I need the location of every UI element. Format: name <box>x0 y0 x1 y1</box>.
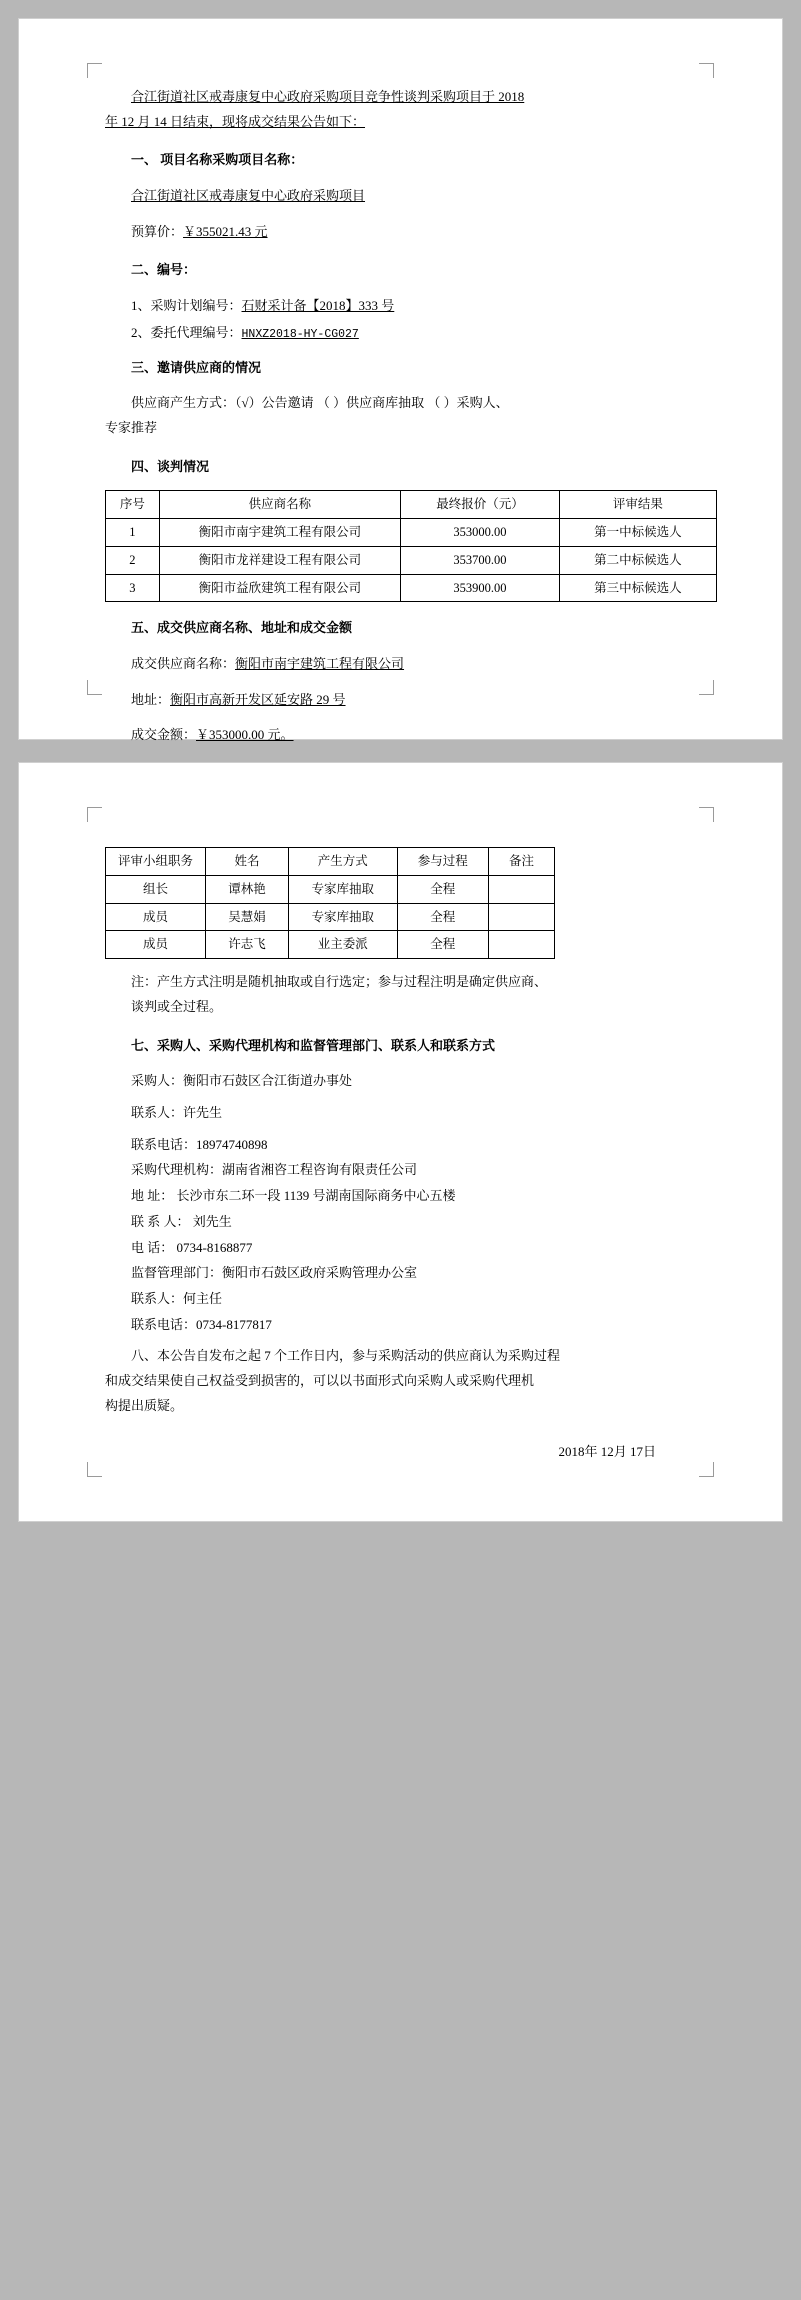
crop-mark-top-right <box>699 63 714 78</box>
table-header-cell: 参与过程 <box>397 848 489 876</box>
agent-label: 采购代理机构： <box>131 1162 223 1178</box>
table-cell <box>489 875 555 903</box>
table-cell: 353700.00 <box>401 546 560 574</box>
table-cell: 成员 <box>106 903 206 931</box>
intro-line-2: 年 12 月 14 日结束，现将成交结果公告如下： <box>105 113 366 129</box>
table-header-cell: 评审结果 <box>559 491 716 519</box>
table-note-line-2: 谈判或全过程。 <box>131 999 223 1015</box>
section-7-heading: 七、采购人、采购代理机构和监督管理部门、联系人和联系方式 <box>131 1037 496 1053</box>
table-row <box>106 546 717 574</box>
table-cell: 许志飞 <box>206 931 289 959</box>
table-cell: 全程 <box>397 903 489 931</box>
table-cell: 第一中标候选人 <box>559 519 716 547</box>
table-cell: 吴慧娟 <box>206 903 289 931</box>
winner-address-line <box>105 688 696 713</box>
table-cell: 3 <box>106 574 160 602</box>
crop-mark-bottom-right <box>699 1462 714 1477</box>
agent-value: 湖南省湘咨工程咨询有限责任公司 <box>222 1162 418 1178</box>
section-8-line-1: 八、本公告自发布之起 7 个工作日内，参与采购活动的供应商认为采购过程 <box>131 1348 561 1364</box>
section-8-line-3: 构提出质疑。 <box>105 1397 184 1413</box>
invite-line-1: 供应商产生方式：（√）公告邀请 （ ）供应商库抽取 （ ）采购人、 <box>131 395 509 411</box>
crop-mark-top-left <box>87 63 102 78</box>
table-note <box>105 969 696 1020</box>
winner-value: 衡阳市南宇建筑工程有限公司 <box>235 656 405 672</box>
table-header-cell: 产生方式 <box>289 848 398 876</box>
section-8-line-2: 和成交结果使自己权益受到损害的，可以以书面形式向采购人或采购代理机 <box>105 1372 535 1388</box>
project-name: 合江街道社区戒毒康复中心政府采购项目 <box>131 188 366 204</box>
table-header-cell: 姓名 <box>206 848 289 876</box>
winner-amount-label: 成交金额： <box>131 727 197 743</box>
agent-address-value: 长沙市东二环一段 1139 号湖南国际商务中心五楼 <box>176 1188 456 1204</box>
crop-mark-top-right <box>699 807 714 822</box>
agent-phone-label: 电 话： <box>131 1239 174 1255</box>
supervisor-phone-line <box>105 1313 696 1338</box>
table-header-cell: 最终报价（元） <box>401 491 560 519</box>
section-3-heading: 三、邀请供应商的情况 <box>131 359 262 375</box>
document-date: 2018年 12月 17日 <box>558 1444 656 1460</box>
page-1-content <box>105 85 696 798</box>
table-cell: 第二中标候选人 <box>559 546 716 574</box>
table-header-cell: 评审小组职务 <box>106 848 206 876</box>
crop-mark-bottom-left <box>87 680 102 695</box>
intro-paragraph <box>105 85 696 134</box>
crop-mark-bottom-left <box>87 1462 102 1477</box>
budget-label: 预算价： <box>131 223 184 239</box>
section-2-heading: 二、编号： <box>131 262 197 278</box>
table-cell <box>489 931 555 959</box>
agent-address-label: 地 址： <box>131 1188 174 1204</box>
supervisor-contact-value: 何主任 <box>183 1290 223 1306</box>
budget-value: ￥355021.43 元 <box>183 223 268 239</box>
buyer-value: 衡阳市石鼓区合江街道办事处 <box>183 1073 353 1089</box>
supervisor-label: 监督管理部门： <box>131 1265 223 1281</box>
table-cell: 2 <box>106 546 160 574</box>
table-cell: 衡阳市益欣建筑工程有限公司 <box>159 574 400 602</box>
supervisor-contact-line <box>105 1287 696 1312</box>
agent-contact-label: 联 系 人： <box>131 1213 190 1229</box>
table-header-row <box>106 491 717 519</box>
agent-number-label: 2、委托代理编号： <box>131 324 242 340</box>
table-header-cell: 备注 <box>489 848 555 876</box>
buyer-phone-line <box>105 1133 696 1158</box>
invite-line-2: 专家推荐 <box>105 420 158 436</box>
agent-line <box>105 1158 696 1183</box>
intro-line-1: 合江街道社区戒毒康复中心政府采购项目竞争性谈判采购项目于 2018 <box>131 89 525 104</box>
table-header-cell: 供应商名称 <box>159 491 400 519</box>
crop-mark-bottom-right <box>699 680 714 695</box>
supervisor-contact-label: 联系人： <box>131 1290 184 1306</box>
table-row <box>106 519 717 547</box>
winner-address-value: 衡阳市高新开发区延安路 29 号 <box>170 691 346 707</box>
section-5-heading: 五、成交供应商名称、地址和成交金额 <box>131 620 353 636</box>
negotiation-team-table <box>105 847 555 959</box>
agent-contact-line <box>105 1210 696 1235</box>
document-page-2 <box>18 762 783 1522</box>
table-note-line-1: 注：产生方式注明是随机抽取或自行选定；参与过程注明是确定供应商、 <box>131 974 548 989</box>
plan-number-value: 石财采计备【2018】333 号 <box>241 298 395 314</box>
table-header-cell: 序号 <box>106 491 160 519</box>
document-page-1 <box>18 18 783 743</box>
supervisor-value: 衡阳市石鼓区政府采购管理办公室 <box>222 1265 418 1281</box>
table-cell: 1 <box>106 519 160 547</box>
buyer-phone-value: 18974740898 <box>196 1136 268 1152</box>
buyer-contact-line <box>105 1101 696 1126</box>
buyer-contact-value: 许先生 <box>183 1105 223 1121</box>
table-cell: 353900.00 <box>401 574 560 602</box>
table-cell: 专家库抽取 <box>289 903 398 931</box>
agent-phone-line <box>105 1236 696 1261</box>
table-cell: 353000.00 <box>401 519 560 547</box>
supervisor-line <box>105 1261 696 1286</box>
table-row <box>106 574 717 602</box>
buyer-label: 采购人： <box>131 1073 184 1089</box>
buyer-line <box>105 1069 696 1094</box>
section-8-paragraph <box>105 1344 696 1418</box>
table-cell: 谭林艳 <box>206 875 289 903</box>
winner-line <box>105 652 696 677</box>
table-cell: 专家库抽取 <box>289 875 398 903</box>
table-cell: 衡阳市南宇建筑工程有限公司 <box>159 519 400 547</box>
agent-phone-value: 0734-8168877 <box>176 1239 253 1255</box>
plan-number-label: 1、采购计划编号： <box>131 298 242 314</box>
table-row <box>106 903 555 931</box>
plan-number-line <box>105 294 696 319</box>
table-cell <box>489 903 555 931</box>
section-1-heading: 一、 项目名称采购项目名称： <box>131 152 304 168</box>
table-cell: 衡阳市龙祥建设工程有限公司 <box>159 546 400 574</box>
buyer-phone-label: 联系电话： <box>131 1136 197 1152</box>
table-header-row <box>106 848 555 876</box>
table-cell: 第三中标候选人 <box>559 574 716 602</box>
agent-address-line <box>105 1184 696 1209</box>
page-2-content <box>105 841 696 1465</box>
crop-mark-top-left <box>87 807 102 822</box>
winner-amount-line <box>105 723 696 748</box>
table-cell: 全程 <box>397 931 489 959</box>
winner-address-label: 地址： <box>131 691 171 707</box>
table-row <box>106 931 555 959</box>
winner-label: 成交供应商名称： <box>131 656 236 672</box>
agent-number-value: HNXZ2018-HY-CG027 <box>241 327 359 341</box>
supervisor-phone-label: 联系电话： <box>131 1316 197 1332</box>
table-row <box>106 875 555 903</box>
table-cell: 成员 <box>106 931 206 959</box>
table-cell: 组长 <box>106 875 206 903</box>
agent-number-line <box>105 321 696 346</box>
budget-line <box>105 220 696 245</box>
invite-paragraph <box>105 391 696 440</box>
section-4-heading: 四、谈判情况 <box>131 458 210 474</box>
winner-amount-value: ￥353000.00 元。 <box>196 727 294 743</box>
negotiation-result-table <box>105 490 717 602</box>
agent-contact-value: 刘先生 <box>192 1213 232 1229</box>
buyer-contact-label: 联系人： <box>131 1105 184 1121</box>
table-cell: 业主委派 <box>289 931 398 959</box>
table-cell: 全程 <box>397 875 489 903</box>
supervisor-phone-value: 0734-8177817 <box>196 1316 272 1332</box>
